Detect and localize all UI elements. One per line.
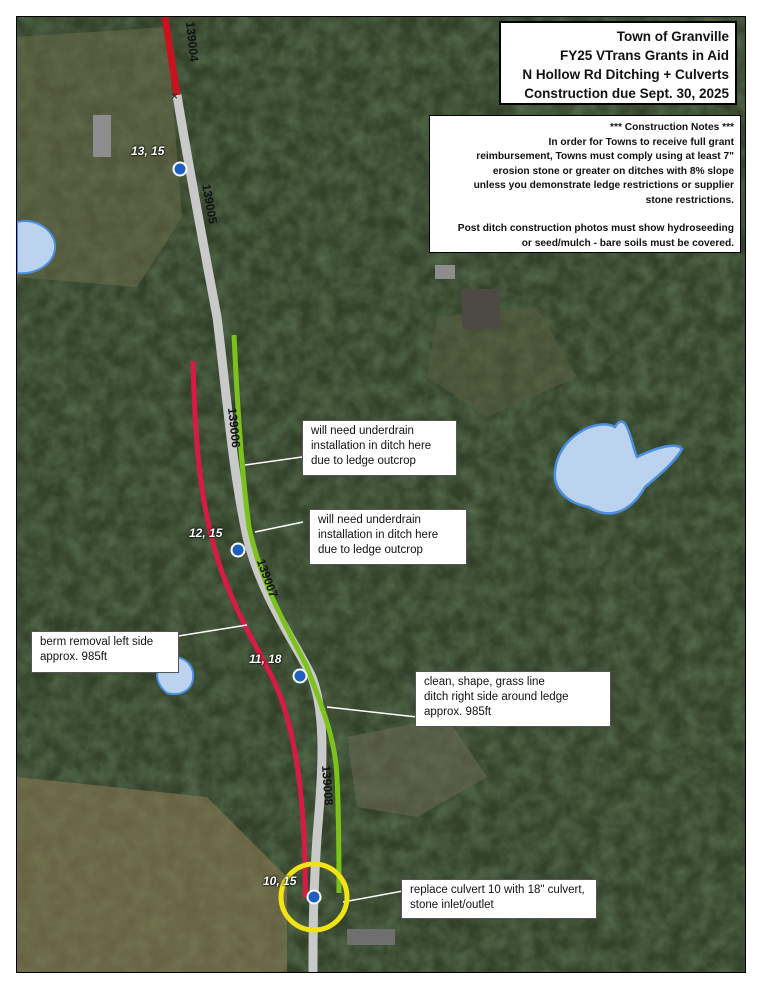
route-id-label: 139006 — [225, 407, 244, 449]
building — [93, 115, 111, 157]
map-title-block — [499, 21, 737, 105]
callout-line: due to ledge outcrop — [311, 455, 416, 467]
callout-underdrain-2 — [309, 509, 467, 565]
callout-underdrain-1 — [302, 420, 457, 476]
title-line: N Hollow Rd Ditching + Culverts — [522, 67, 729, 82]
construction-notes — [429, 115, 741, 253]
route-id-label: 139005 — [199, 183, 220, 225]
callout-berm-removal — [31, 631, 179, 673]
culvert-marker-10[interactable] — [308, 891, 321, 904]
notes-line: stone restrictions. — [645, 194, 734, 206]
callout-line: installation in ditch here — [318, 529, 439, 541]
notes-heading: *** Construction Notes *** — [610, 122, 734, 133]
notes-line: reimbursement, Towns must comply using at least 7" — [476, 151, 734, 162]
culvert-label: 13, 15 — [131, 144, 165, 158]
culvert-marker-12[interactable] — [232, 544, 245, 557]
notes-spacer — [436, 208, 734, 222]
callout-line: due to ledge outcrop — [318, 544, 423, 556]
title-line: Town of Granville — [616, 29, 729, 44]
callout-line: ditch right side around ledge — [424, 691, 569, 703]
culvert-label: 12, 15 — [189, 526, 223, 540]
notes-line: or seed/mulch - bare soils must be covered. — [521, 237, 734, 249]
callout-grass-line — [415, 671, 611, 727]
callout-line: will need underdrain — [311, 425, 414, 437]
notes-line: erosion stone or greater on ditches with 8% slope — [492, 165, 734, 177]
callout-line: will need underdrain — [318, 514, 421, 526]
notes-line: Post ditch construction photos must show hydroseeding — [457, 223, 734, 234]
notes-line: unless you demonstrate ledge restrictions or supplier — [473, 180, 734, 191]
callout-line: approx. 985ft — [40, 651, 108, 663]
callout-line: stone inlet/outlet — [410, 899, 494, 911]
route-id-label: 139008 — [319, 765, 336, 806]
callout-culvert-replace — [401, 879, 597, 919]
culvert-label: 11, 18 — [249, 652, 282, 666]
culvert-marker-13[interactable] — [174, 163, 187, 176]
title-line: FY25 VTrans Grants in Aid — [559, 48, 729, 63]
route-id-label: 139004 — [183, 21, 202, 63]
map-frame — [16, 16, 746, 973]
callout-line: approx. 985ft — [424, 706, 492, 718]
callout-line: berm removal left side — [40, 636, 154, 648]
title-line: Construction due Sept. 30, 2025 — [524, 86, 729, 101]
segment-end-icon: × — [171, 89, 179, 103]
route-id-label: 139007 — [253, 557, 281, 600]
callout-line: replace culvert 10 with 18" culvert, — [410, 884, 585, 896]
callout-line: clean, shape, grass line — [424, 676, 545, 688]
building — [435, 265, 455, 279]
building — [347, 929, 395, 945]
notes-line: In order for Towns to receive full grant — [548, 136, 734, 148]
building — [462, 289, 500, 329]
culvert-marker-11[interactable] — [294, 670, 307, 683]
culvert-label: 10, 15 — [263, 874, 297, 888]
callout-line: installation in ditch here — [311, 440, 432, 452]
